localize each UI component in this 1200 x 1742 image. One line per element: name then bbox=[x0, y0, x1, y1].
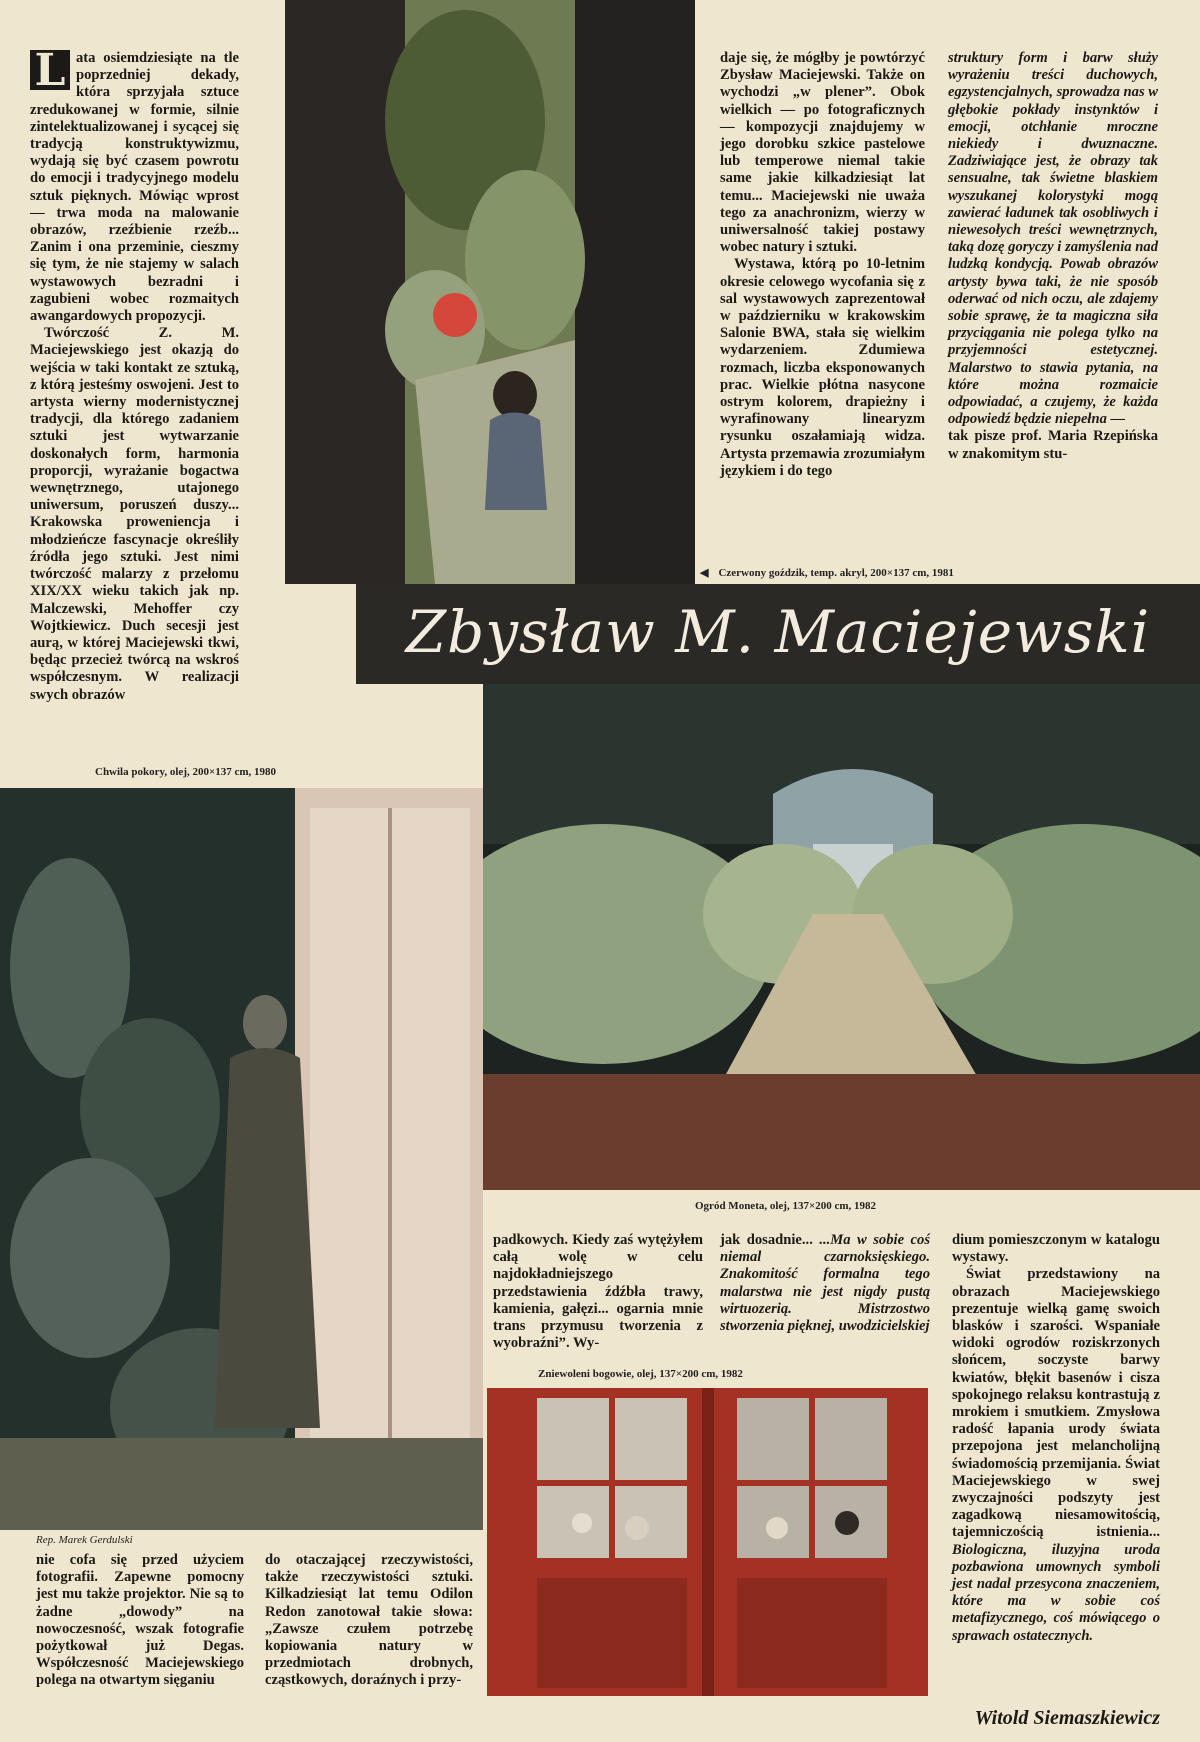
paragraph: Wystawa, którą po 10-letnim okresie celowego wycofania się z sal wystawowych zaprezentował w październiku w krakowskim Salonie BWA, stała się wielkim wydarzeniem. Zdumiewa rozmach, liczba eksponowanych prac. Wielkie płótna nasycone ostrym kolorem, drapieżny i wyrafinowany linearyzm rysunku oszałamiają widza. Artysta przemawia zrozumiałym językiem i do tego bbox=[720, 256, 925, 479]
paragraph: do otaczającej rzeczywistości, także rzeczywistości sztuki. Kilkadziesiąt lat temu Odilon Redon zanotował takie słowa: „Zawsze czułem potrzebę kopiowania natury w przedmiotach drobnych, cząstkowych, doraźnych i przy- bbox=[265, 1552, 473, 1689]
painting-ogrod-moneta bbox=[483, 684, 1200, 1190]
caption-czerwony-gozdzik: ◀ Czerwony goździk, temp. akryl, 200×137 cm, 1981 bbox=[700, 567, 954, 579]
paragraph: nie cofa się przed użyciem fotografii. Zapewne pomocny jest mu także projektor. Nie są to żadne „dowody” na nowoczesność, wszak fotografie pożytkował już Degas. Współczesność Maciejewskiego polega na otwartym sięganiu bbox=[36, 1552, 244, 1689]
paragraph-italic: ...Ma w sobie coś niemal czarnoksięskiego. Znakomitość formalna tego malarstwa nie jest nigdy pustą wirtuozerią. Mistrzostwo stworzenia pięknej, uwodzicielskiej bbox=[720, 1232, 930, 1335]
paragraph-italic: Biologiczna, iluzyjna uroda pozbawiona umownych symboli jest nadal przesycona znaczeniem, które ma w sobie coś metafizycznego, coś mówiącego o sprawach ostatecznych. bbox=[952, 1541, 1160, 1644]
caption-chwila-pokory: Chwila pokory, olej, 200×137 cm, 1980 bbox=[95, 766, 277, 778]
article-column-bottom-1 bbox=[36, 1552, 244, 1690]
paragraph: Świat przedstawiony na obrazach Maciejewskiego prezentuje wielką gamę swoich blasków i szarości. Wspaniałe widoki ogrodów roziskrzonych słońcem, soczyste barwy kwiatów, błękit basenów i cisza spokojnego relaksu kontrastują z mrokiem i smutkiem. Zmysłowa radość łapania urody świata przepojona jest melancholijną świadomością przemijania. Świat Maciejewskiego w swej zwyczajności podszyty jest zagadkową niesamowitością, tajemniczością istnienia... Biologiczna, iluzyjna uroda pozbawiona umownych symboli jest nadal przesycona znaczeniem, które ma w sobie coś metafizycznego, coś mówiącego o sprawach ostatecznych. bbox=[952, 1266, 1160, 1644]
article-column-right bbox=[952, 1232, 1160, 1645]
paragraph: ata osiemdziesiąte na tle poprzedniej dekady, która sprzyjała sztuce zredukowanej w formie, silnie zintelektualizowanej i sycącej się tradycją konstruktywizmu, wydają się być czasem powrotu do emocji i tradycyjnego modelu sztuk pięknych. Mówiąc wprost — trwa moda na malowanie obrazów, rzeźbienie rzeźb... Zanim i ona przeminie, cieszmy się tym, że nie stajemy w salach wystawowych bezradni i zagubieni wobec rozmaitych awangardowych propozycji. bbox=[30, 50, 239, 325]
painting-zniewoleni-bogowie bbox=[487, 1388, 928, 1696]
paragraph: Twórczość Z. M. Maciejewskiego jest okazją do wejścia w taki kontakt ze sztuką, z którą jesteśmy oswojeni. Jest to artysta wierny modernistycznej tradycji, dla którego zadaniem sztuki jest wytwarzanie doskonałych form, harmonia proporcji, wyrażanie bogactwa wewnętrznego, utajonego uniwersum, poruszeń duszy... Krakowska proweniencja i młodzieńcze fascynacje określiły źródła jego sztuki. Jest nimi twórczość malarzy z przełomu XIX/XX wieku takich jak np. Malczewski, Mehoffer czy Wojtkiewicz. Duch secesji jest aurą, w której Maciejewski tkwi, będąc przecież twórcą na wskroś współczesnym. W realizacji swych obrazów bbox=[30, 325, 239, 703]
photo-credit: Rep. Marek Gerdulski bbox=[36, 1534, 133, 1546]
paragraph: jak dosadnie... bbox=[720, 1232, 813, 1248]
paragraph: padkowych. Kiedy zaś wytężyłem całą wolę w celu najdokładniejszego przedstawienia źdźbła trawy, kamienia, gałęzi... ogarnia mnie trans przymusu tworzenia z wyobraźni”. Wy- bbox=[493, 1232, 703, 1352]
paragraph: dium pomieszczonym w katalogu wystawy. bbox=[952, 1232, 1160, 1266]
article-column-3 bbox=[948, 50, 1158, 463]
painting-czerwony-gozdzik bbox=[285, 0, 695, 584]
paragraph: tak pisze prof. Maria Rzepińska w znakomitym stu- bbox=[948, 428, 1158, 462]
title-band bbox=[356, 584, 1200, 684]
caption-zniewoleni-bogowie: Zniewoleni bogowie, olej, 137×200 cm, 1982 bbox=[538, 1368, 743, 1380]
article-column-bottom-2 bbox=[265, 1552, 473, 1690]
article-column-mid-2 bbox=[720, 1232, 930, 1335]
article-column-mid-1 bbox=[493, 1232, 703, 1352]
article-title: Zbysław M. Maciejewski bbox=[405, 598, 1151, 666]
caption-ogrod-moneta: Ogród Moneta, olej, 137×200 cm, 1982 bbox=[695, 1200, 877, 1212]
author-signature: Witold Siemaszkiewicz bbox=[974, 1707, 1160, 1729]
left-triangle-icon: ◀ bbox=[700, 567, 709, 579]
article-column-1 bbox=[30, 45, 239, 704]
paragraph-italic: struktury form i barw służy wyrażeniu treści duchowych, egzystencjalnych, sprowadza nas w głębokie pokłady instynktów i emocji, otchłanie mroczne niekiedy i dwuznaczne. Zadziwiające jest, że obrazy tak sensualne, tak świetne blaskiem wyszukanej kolorystyki mogą zawierać ładunek tak osobliwych i niewesołych treści wewnętrznych, taką dozę goryczy i zamyślenia nad ludzką kondycją. Powab obrazów artysty bywa taki, że nie sposób oderwać od nich oczu, ale zdajemy sobie sprawę, że ta magiczna siła przyciągania nie polega tylko na przyjemności estetycznej. Malarstwo to stawia pytania, na które można rozmaicie odpowiadać, a czujemy, że każda odpowiedź będzie niepełna — bbox=[948, 50, 1159, 428]
paragraph: daje się, że mógłby je powtórzyć Zbysław Maciejewski. Także on wychodzi „w plener”. Obok wielkich — po fotograficznych — kompozycji znajdujemy w jego dorobku szkice pastelowe lub temperowe niemal takie same jakie kilkadziesiąt lat temu... Maciejewski nie uważa tego za anachronizm, wierzy w uniwersalność takiej postawy wobec natury i sztuki. bbox=[720, 50, 925, 256]
article-column-2 bbox=[720, 50, 925, 480]
painting-chwila-pokory bbox=[0, 788, 483, 1530]
dropcap-letter: L bbox=[30, 50, 70, 90]
